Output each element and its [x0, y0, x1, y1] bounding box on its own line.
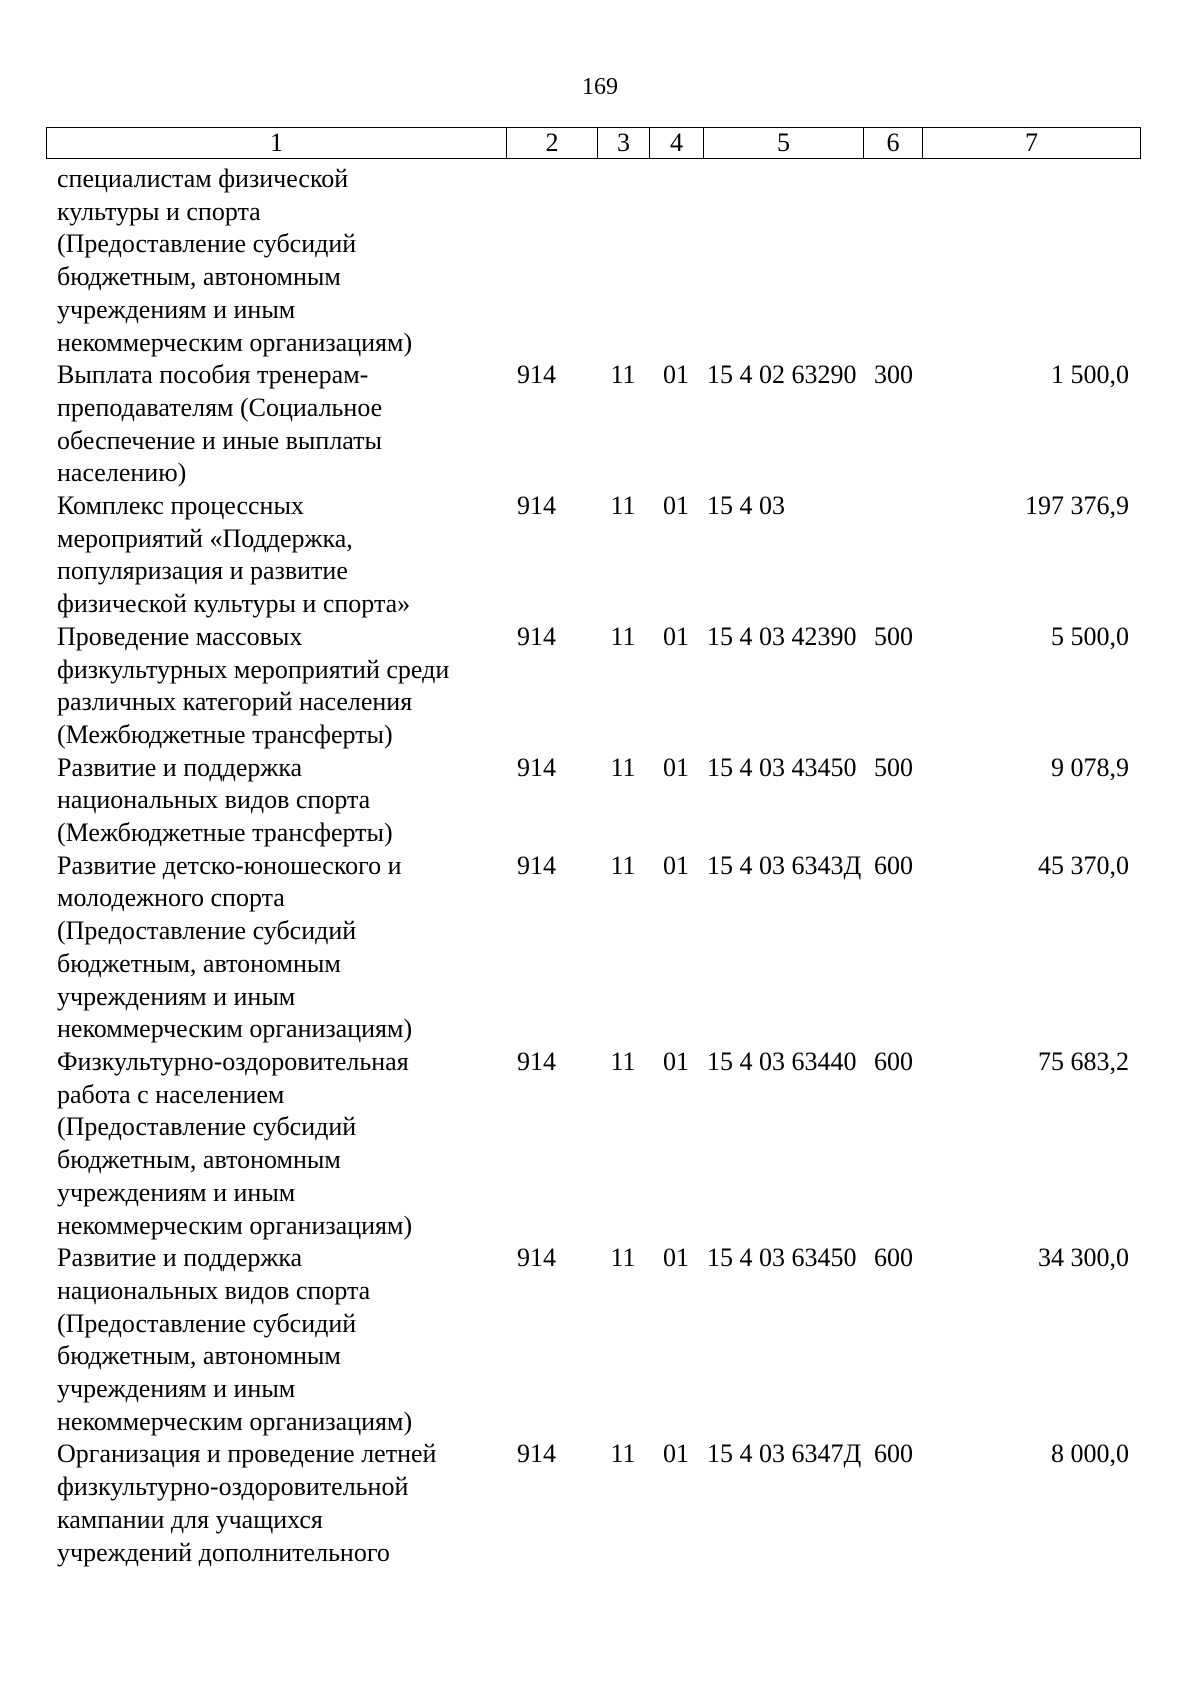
- row-department-code: 914: [517, 752, 556, 782]
- row-subsection-code: 01: [663, 360, 689, 390]
- table-row: [46, 359, 1140, 490]
- row-name-line: физкультурных мероприятий среди: [57, 654, 450, 684]
- row-name-cell: [46, 1242, 506, 1438]
- row-name-cell: [46, 752, 506, 850]
- row-name-line: национальных видов спорта: [57, 785, 371, 815]
- table-row: [46, 163, 1140, 359]
- row-department-code: 914: [517, 1439, 556, 1469]
- row-name-line: учреждениям и иным: [57, 981, 296, 1011]
- table-row: [46, 850, 1140, 1046]
- row-name-line: молодежного спорта: [57, 883, 285, 913]
- row-name-line: (Межбюджетные трансферты): [57, 818, 393, 848]
- row-subsection-code: 01: [663, 1439, 689, 1469]
- row-amount: 45 370,0: [1038, 850, 1129, 880]
- column-header-2: 2: [507, 128, 598, 159]
- row-expense-type-code: 600: [874, 1046, 913, 1076]
- row-name-line: некоммерческим организациям): [57, 1210, 413, 1240]
- column-header-4: 4: [650, 128, 704, 159]
- row-target-article-code: 15 4 03 63440: [707, 1046, 857, 1076]
- row-target-article-code: 15 4 03 43450: [707, 752, 857, 782]
- table-row: [46, 621, 1140, 752]
- row-name-line: кампании для учащихся: [57, 1504, 323, 1534]
- row-amount: [922, 163, 1140, 359]
- row-name-line: некоммерческим организациям): [57, 1014, 413, 1044]
- column-header-5: 5: [704, 128, 864, 159]
- row-department-code: 914: [517, 1243, 556, 1273]
- row-expense-type-code: [863, 163, 922, 359]
- row-name-line: обеспечение и иные выплаты: [57, 425, 382, 455]
- page-number: 169: [582, 74, 618, 100]
- row-section-code: 11: [610, 850, 636, 880]
- row-department-code: 914: [517, 621, 556, 651]
- row-name-line: некоммерческим организациям): [57, 327, 413, 357]
- row-name-line: культуры и спорта: [57, 196, 261, 226]
- row-section-code: 11: [610, 621, 636, 651]
- row-name-line: бюджетным, автономным: [57, 1145, 341, 1175]
- row-name-line: (Предоставление субсидий: [57, 1112, 357, 1142]
- row-target-article-code: 15 4 02 63290: [707, 360, 857, 390]
- column-header-1: 1: [47, 128, 507, 159]
- row-name-line: бюджетным, автономным: [57, 1341, 341, 1371]
- row-department-code: [506, 163, 597, 359]
- row-subsection-code: 01: [663, 1046, 689, 1076]
- row-name-cell: [46, 850, 506, 1046]
- row-name-line: физкультурно-оздоровительной: [57, 1472, 409, 1502]
- row-expense-type-code: 300: [874, 360, 913, 390]
- row-name-line: мероприятий «Поддержка,: [57, 523, 353, 553]
- row-amount: 8 000,0: [1051, 1439, 1129, 1469]
- row-name-line: Выплата пособия тренерам-: [57, 360, 369, 390]
- row-target-article-code: 15 4 03 42390: [707, 621, 857, 651]
- row-subsection-code: 01: [663, 850, 689, 880]
- row-target-article-code: [703, 163, 863, 359]
- row-expense-type-code: 500: [874, 752, 913, 782]
- row-expense-type-code: 500: [874, 621, 913, 651]
- row-name-line: бюджетным, автономным: [57, 262, 341, 292]
- row-expense-type-code: 600: [874, 850, 913, 880]
- row-expense-type-code: 600: [874, 1243, 913, 1273]
- row-name-line: популяризация и развитие: [57, 556, 348, 586]
- row-target-article-code: 15 4 03 6347Д: [707, 1439, 862, 1469]
- row-target-article-code: 15 4 03 63450: [707, 1243, 857, 1273]
- row-subsection-code: 01: [663, 491, 689, 521]
- row-subsection-code: 01: [663, 1243, 689, 1273]
- row-name-line: Развитие и поддержка: [57, 752, 303, 782]
- row-name-line: Развитие и поддержка: [57, 1243, 303, 1273]
- table-row: [46, 1242, 1140, 1438]
- row-name-line: учреждениям и иным: [57, 294, 296, 324]
- row-subsection-code: 01: [663, 752, 689, 782]
- column-header-7: 7: [923, 128, 1141, 159]
- row-subsection-code: 01: [663, 621, 689, 651]
- row-name-line: (Предоставление субсидий: [57, 229, 357, 259]
- row-name-line: некоммерческим организациям): [57, 1406, 413, 1436]
- table-row: [46, 490, 1140, 621]
- row-amount: 9 078,9: [1051, 752, 1129, 782]
- row-name-line: (Предоставление субсидий: [57, 1308, 357, 1338]
- row-name-cell: [46, 621, 506, 752]
- row-name-cell: [46, 359, 506, 490]
- row-amount: 197 376,9: [1025, 491, 1129, 521]
- row-department-code: 914: [517, 850, 556, 880]
- row-name-line: физической культуры и спорта»: [57, 589, 411, 619]
- row-amount: 1 500,0: [1051, 360, 1129, 390]
- row-name-line: Организация и проведение летней: [57, 1439, 437, 1469]
- table-row: [46, 752, 1140, 850]
- row-name-cell: [46, 490, 506, 621]
- column-header-row: [47, 128, 1141, 159]
- table-row: [46, 1046, 1140, 1242]
- row-section-code: 11: [610, 752, 636, 782]
- row-name-line: Развитие детско-юношеского и: [57, 850, 402, 880]
- row-target-article-code: 15 4 03 6343Д: [707, 850, 862, 880]
- row-section-code: 11: [610, 360, 636, 390]
- budget-table: [46, 163, 1140, 1569]
- row-name-line: учреждениям и иным: [57, 1177, 296, 1207]
- row-name-cell: [46, 1438, 506, 1569]
- row-name-line: национальных видов спорта: [57, 1275, 371, 1305]
- row-section-code: 11: [610, 1243, 636, 1273]
- budget-table-body: [46, 163, 1140, 1569]
- row-name-line: населению): [57, 458, 187, 488]
- row-name-line: учреждений дополнительного: [57, 1537, 390, 1567]
- row-expense-type-code: [863, 490, 922, 621]
- column-header-3: 3: [598, 128, 650, 159]
- row-expense-type-code: 600: [874, 1439, 913, 1469]
- row-department-code: 914: [517, 1046, 556, 1076]
- row-name-cell: [46, 163, 506, 359]
- row-section-code: 11: [610, 1439, 636, 1469]
- row-name-line: Физкультурно-оздоровительная: [57, 1046, 409, 1076]
- table-row: [46, 1438, 1140, 1569]
- row-name-line: (Предоставление субсидий: [57, 916, 357, 946]
- row-name-line: учреждениям и иным: [57, 1374, 296, 1404]
- row-section-code: [597, 163, 649, 359]
- row-amount: 75 683,2: [1038, 1046, 1129, 1076]
- row-name-line: Комплекс процессных: [57, 491, 304, 521]
- row-section-code: 11: [610, 1046, 636, 1076]
- row-name-line: Проведение массовых: [57, 621, 303, 651]
- row-name-cell: [46, 1046, 506, 1242]
- row-department-code: 914: [517, 491, 556, 521]
- row-name-line: работа с населением: [57, 1079, 285, 1109]
- column-header-table: [46, 127, 1141, 159]
- row-amount: 5 500,0: [1051, 621, 1129, 651]
- row-name-line: различных категорий населения: [57, 687, 413, 717]
- row-section-code: 11: [610, 491, 636, 521]
- row-subsection-code: [649, 163, 703, 359]
- row-department-code: 914: [517, 360, 556, 390]
- row-name-line: специалистам физической: [57, 164, 349, 193]
- row-name-line: бюджетным, автономным: [57, 948, 341, 978]
- row-name-line: (Межбюджетные трансферты): [57, 719, 393, 749]
- row-amount: 34 300,0: [1038, 1243, 1129, 1273]
- column-header-6: 6: [864, 128, 923, 159]
- row-name-line: преподавателям (Социальное: [57, 392, 383, 422]
- row-target-article-code: 15 4 03: [707, 491, 785, 521]
